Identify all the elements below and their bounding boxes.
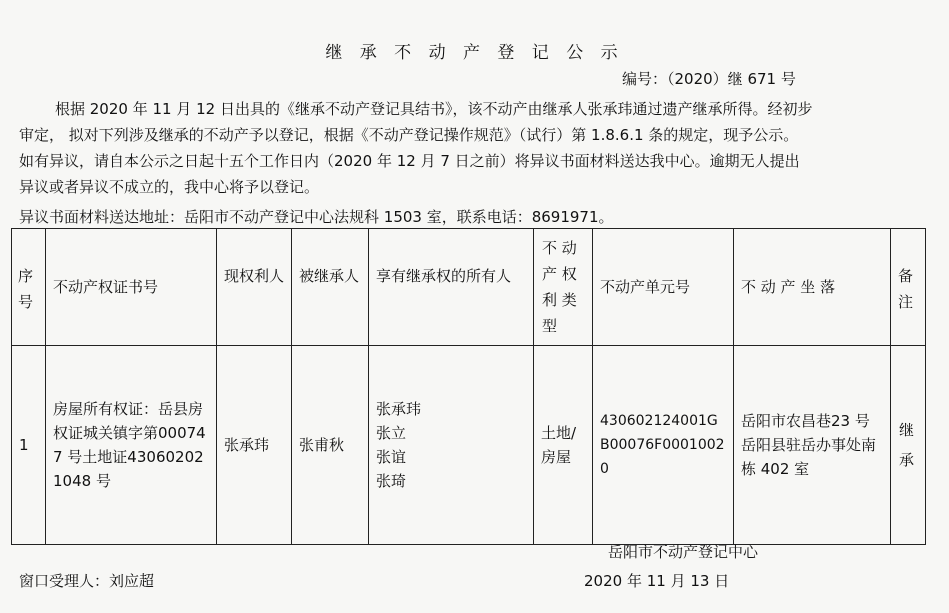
header-seq: 序号 <box>18 267 34 311</box>
cell-holder: 张承玮 <box>224 436 270 454</box>
header-heirs: 享有继承权的所有人 <box>376 267 512 285</box>
heir-name: 张立 <box>376 424 407 442</box>
paragraph-line: 异议或者异议不成立的，我中心将予以登记。 <box>19 178 320 196</box>
paragraph-line: 审定， 拟对下列涉及继承的不动产予以登记，根据《不动产登记操作规范》（试行）第 1.8.6.1 条的规定，现予公示。 <box>19 126 799 144</box>
issue-date: 2020 年 11 月 13 日 <box>584 572 730 590</box>
table-row <box>12 346 926 545</box>
cell-unit-number: 430602124001GB00076F00010020 <box>600 413 725 477</box>
heir-name: 张承玮 <box>376 400 422 418</box>
cell-note: 继承 <box>899 421 915 469</box>
paragraph-line: 根据 2020 年 11 月 12 日出具的《继承不动产登记具结书》，该不动产由继承人张承玮通过遗产继承所得。经初步 <box>55 100 813 118</box>
header-location: 不 动 产 坐 落 <box>741 278 836 296</box>
header-cert: 不动产权证书号 <box>53 278 159 296</box>
header-note: 备注 <box>898 267 914 311</box>
document-number: 编号：（2020）继 671 号 <box>622 70 796 88</box>
cell-right-type: 土地/房屋 <box>541 424 577 466</box>
window-clerk: 窗口受理人：刘应超 <box>19 572 155 590</box>
heir-name: 张琦 <box>376 472 407 490</box>
issuing-organization: 岳阳市不动产登记中心 <box>608 543 759 561</box>
cell-inheritee: 张甫秋 <box>299 436 345 454</box>
paragraph-line: 如有异议，请自本公示之日起十五个工作日内（2020 年 12 月 7 日之前）将异议书面材料送达我中心。逾期无人提出 <box>19 152 800 170</box>
header-holder: 现权利人 <box>224 267 285 285</box>
objection-address: 异议书面材料送达地址：岳阳市不动产登记中心法规科 1503 室，联系电话：8691971。 <box>19 208 614 226</box>
table-header-row <box>12 229 926 346</box>
heir-name: 张谊 <box>376 448 407 466</box>
cell-seq: 1 <box>19 436 29 454</box>
header-unit-number: 不动产单元号 <box>600 278 691 296</box>
cell-cert: 房屋所有权证：岳县房权证城关镇字第000747 号土地证430602021048 号 <box>53 400 206 490</box>
cell-location: 岳阳市农昌巷23 号岳阳县驻岳办事处南栋 402 室 <box>741 412 877 478</box>
cell-heirs <box>369 391 533 499</box>
registration-table <box>11 228 926 545</box>
header-right-type: 不 动 产 权 利 类型 <box>542 239 577 335</box>
header-inheritee: 被继承人 <box>299 267 360 285</box>
notice-paragraph <box>19 96 939 200</box>
page-title: 继 承 不 动 产 登 记 公 示 <box>325 43 624 63</box>
